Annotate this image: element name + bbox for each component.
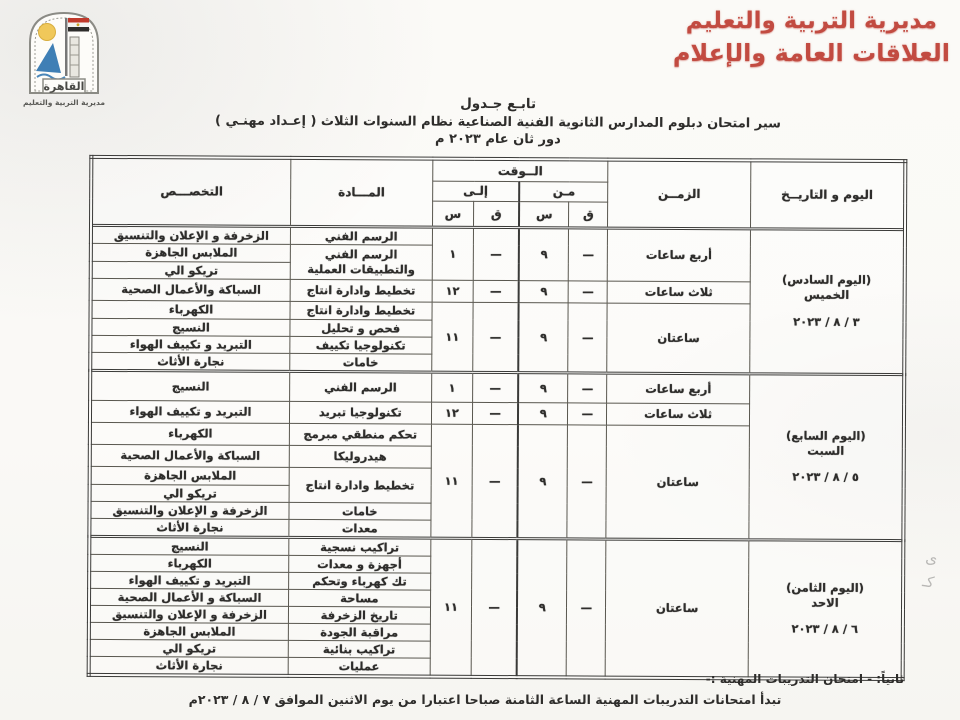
to-hours-cell: ١ — [431, 372, 473, 402]
subject-cell: فحص و تحليل — [290, 319, 432, 337]
from-hours-cell: ٩ — [518, 402, 568, 424]
day-date: ٥ / ٨ / ٢٠٢٣ — [792, 470, 859, 485]
duration-cell: ثلاث ساعات — [608, 281, 751, 304]
from-minutes-cell: — — [566, 538, 606, 677]
cairo-governorate-logo — [14, 5, 114, 107]
col-header-duration: الزمــن — [608, 160, 751, 229]
to-hours-cell: ١٢ — [432, 280, 474, 302]
to-minutes-cell: — — [473, 302, 519, 372]
spec-cell: تريكو الي — [91, 261, 291, 279]
footnote-body: تبدأ امتحانات التدريبات المهنية الساعة الثامنة صباحا اعتبارا من يوم الاثنين الموافق ٧ / ٨ / ٢٠٢٣م — [188, 692, 782, 707]
to-hours-cell: ١ — [432, 227, 474, 280]
from-hours-cell: ٩ — [518, 424, 568, 538]
subject-cell: تاريخ الزخرفة — [288, 606, 430, 624]
spec-cell: التبريد و تكييف الهواء — [89, 571, 289, 589]
unit-hours-to: س — [432, 201, 474, 227]
logo-emblem-icon — [16, 5, 112, 97]
subject-cell: تحكم منطقي مبرمج — [289, 423, 431, 446]
spec-cell: الزخرفة و الإعلان والتنسيق — [91, 225, 291, 244]
col-header-to: إلـى — [432, 181, 519, 201]
subject-cell: مساحة — [289, 589, 431, 607]
spec-cell: النسيج — [89, 536, 289, 555]
day-ordinal: (اليوم السادس) — [782, 272, 872, 288]
from-minutes-cell: — — [568, 302, 607, 372]
duration-cell: أربع ساعات — [608, 228, 751, 282]
subject-cell: تراكيب نسجية — [289, 537, 431, 556]
spec-cell: الزخرفة و الإعلان والتنسيق — [89, 605, 289, 623]
subject-cell: الرسم الفني — [290, 371, 432, 402]
day-ordinal: (اليوم السابع) — [786, 428, 866, 443]
spec-cell: الكهرباء — [90, 422, 290, 445]
spec-cell: التبريد و تكييف الهواء — [90, 400, 290, 423]
to-minutes-cell: — — [473, 372, 519, 402]
org-header — [673, 6, 950, 69]
sun-icon — [39, 24, 56, 41]
to-hours-cell: ١١ — [430, 538, 472, 677]
day-cell — [748, 539, 903, 678]
subject-cell: الرسم الفني والتطبيقات العملية — [290, 244, 432, 280]
duration-cell: ثلاث ساعات — [607, 403, 750, 426]
day-name: الاحد — [811, 595, 839, 610]
from-minutes-cell: — — [569, 227, 608, 280]
spec-cell: نجارة الأثاث — [89, 656, 289, 676]
duration-cell: ساعتان — [606, 425, 749, 540]
logo-city-name: القاهرة — [43, 80, 85, 93]
subject-cell: تراكيب بنائية — [288, 640, 430, 658]
subject-cell: تخطيط وادارة انتاج — [289, 467, 431, 503]
spec-cell: تريكو الي — [90, 484, 290, 502]
day-cell — [749, 373, 905, 540]
tower-icon — [70, 37, 79, 77]
spec-cell: السباكة و الأعمال الصحية — [89, 588, 289, 606]
from-hours-cell: ٩ — [518, 372, 568, 402]
spec-cell: الكهرباء — [91, 300, 291, 319]
spec-cell: الملابس الجاهزة — [89, 622, 289, 640]
footnote-heading: ثانياً: - امتحان التدريبات المهنية :- — [705, 672, 904, 686]
subject-cell: مراقبة الجودة — [288, 623, 430, 641]
col-header-subject: المـــادة — [291, 158, 433, 227]
day-cell — [750, 228, 905, 374]
col-header-specialization: التخصـــص — [91, 157, 291, 226]
exam-schedule-table-wrap — [87, 155, 908, 681]
to-minutes-cell: — — [473, 227, 519, 280]
from-minutes-cell: — — [568, 372, 607, 402]
logo-caption: مديرية التربية والتعليم — [23, 98, 105, 107]
subject-cell: أجهزة و معدات — [289, 555, 431, 573]
from-minutes-cell: — — [568, 280, 607, 302]
duration-cell: ساعتان — [606, 539, 749, 678]
subject-cell: تخطيط وادارة انتاج — [290, 279, 432, 302]
org-department: العلاقات العامة والإعلام — [672, 39, 950, 68]
exam-schedule-table — [87, 155, 908, 681]
to-minutes-cell: — — [471, 538, 517, 677]
spec-cell: السباكة والأعمال الصحية — [90, 444, 290, 467]
to-minutes-cell: — — [473, 280, 519, 302]
col-header-time: الــوقت — [432, 159, 608, 182]
spec-cell: نجارة الأثاث — [89, 518, 289, 537]
subject-cell: خامات — [289, 502, 431, 520]
to-hours-cell: ١٢ — [431, 402, 473, 424]
spec-cell: النسيج — [90, 318, 290, 336]
spec-cell: النسيج — [90, 370, 290, 401]
subject-cell: تخطيط وادارة انتاج — [290, 301, 432, 320]
unit-minutes-from: ق — [569, 201, 608, 227]
to-minutes-cell: — — [472, 424, 518, 538]
subject-cell: تك كهرباء وتحكم — [289, 572, 431, 590]
spec-cell: التبريد و تكييف الهواء — [90, 335, 290, 353]
from-hours-cell: ٩ — [517, 538, 567, 677]
day-date: ٣ / ٨ / ٢٠٢٣ — [793, 314, 860, 329]
spec-cell: السباكة والأعمال الصحية — [91, 278, 291, 301]
from-minutes-cell: — — [568, 402, 607, 424]
margin-handwriting — [921, 545, 939, 594]
title-round-year: دور ثان عام ٢٠٢٣ م — [434, 131, 561, 148]
margin-mark: كـ — [921, 572, 936, 592]
duration-cell: أربع ساعات — [607, 373, 750, 404]
spec-cell: تريكو الي — [89, 639, 289, 657]
unit-hours-from: س — [519, 201, 569, 227]
day-date: ٦ / ٨ / ٢٠٢٣ — [791, 622, 859, 637]
from-hours-cell: ٩ — [518, 302, 568, 372]
subject-cell: الرسم الفني — [290, 226, 432, 245]
margin-mark: ى — [924, 548, 939, 568]
subject-cell: تكنولوجيا تكييف — [290, 336, 432, 354]
from-minutes-cell: — — [567, 424, 607, 538]
title-main: سير امتحان دبلوم المدارس الثانوية الفنية الصناعية نظام السنوات الثلاث ( إعـداد مهنـي ) — [214, 113, 782, 132]
day-name: الخميس — [803, 287, 850, 302]
duration-cell: ساعتان — [607, 303, 750, 374]
day-name: السبت — [807, 443, 845, 458]
to-hours-cell: ١١ — [431, 302, 473, 372]
unit-minutes-to: ق — [474, 201, 520, 227]
col-header-from: مـن — [519, 181, 608, 201]
flag-pole — [65, 18, 68, 76]
spec-cell: الملابس الجاهزة — [90, 466, 290, 485]
egypt-flag-icon — [68, 18, 89, 32]
subject-cell: خامات — [290, 353, 432, 372]
from-hours-cell: ٩ — [519, 280, 569, 302]
subject-cell: معدات — [289, 519, 431, 538]
subject-cell: تكنولوجيا تبريد — [289, 401, 431, 424]
spec-cell: الكهرباء — [89, 554, 289, 572]
from-hours-cell: ٩ — [519, 227, 569, 280]
document-title-block — [90, 94, 906, 149]
subject-cell: هيدروليكا — [289, 445, 431, 468]
title-continuation: تابـع جـدول — [460, 95, 537, 113]
subject-cell: عمليات — [288, 657, 430, 676]
spec-cell: الزخرفة و الإعلان والتنسيق — [89, 501, 289, 519]
day-ordinal: (اليوم الثامن) — [786, 580, 864, 595]
to-hours-cell: ١١ — [430, 424, 472, 538]
spec-cell: نجارة الأثاث — [90, 352, 290, 371]
org-name: مديرية التربية والتعليم — [685, 8, 938, 34]
spec-cell: الملابس الجاهزة — [91, 243, 291, 262]
to-minutes-cell: — — [473, 402, 519, 424]
col-header-day-date: اليوم و التاريــخ — [750, 160, 905, 229]
